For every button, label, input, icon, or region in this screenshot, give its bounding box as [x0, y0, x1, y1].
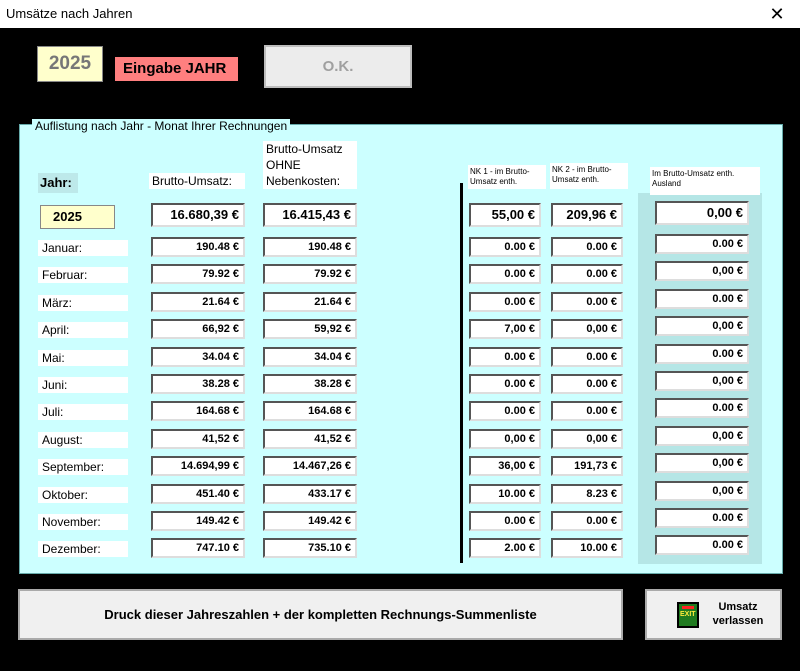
brutto-header: Brutto-Umsatz: [149, 173, 245, 189]
ausland-header-line2: Ausland [652, 179, 681, 188]
month-label: Dezember: [38, 541, 128, 557]
ohne-header-line1: Brutto-Umsatz [266, 142, 343, 156]
month-nk2-value: 8.23 € [551, 484, 623, 504]
month-brutto-value: 164.68 € [151, 401, 245, 421]
month-brutto-value: 14.694,99 € [151, 456, 245, 476]
month-label: September: [38, 459, 128, 475]
month-label: Februar: [38, 267, 128, 283]
month-brutto-value: 79.92 € [151, 264, 245, 284]
month-label: März: [38, 295, 128, 311]
exit-label-line2: verlassen [712, 615, 764, 627]
month-nk2-value: 0,00 € [551, 429, 623, 449]
nk1-header-line1: NK 1 - im Brutto- [470, 167, 530, 176]
month-ohne-value: 59,92 € [263, 319, 357, 339]
year-display: 2025 [40, 205, 115, 229]
close-icon[interactable]: ✕ [769, 4, 785, 24]
month-ausland-value: 0,00 € [655, 261, 749, 281]
month-ausland-value: 0,00 € [655, 453, 749, 473]
month-ohne-value: 38.28 € [263, 374, 357, 394]
month-ausland-value: 0,00 € [655, 481, 749, 501]
month-ausland-value: 0,00 € [655, 426, 749, 446]
exit-label [703, 600, 773, 628]
month-nk1-value: 10.00 € [469, 484, 541, 504]
ohne-header-line2: OHNE [266, 158, 301, 172]
month-ohne-value: 79.92 € [263, 264, 357, 284]
month-ohne-value: 34.04 € [263, 347, 357, 367]
total-ausland: 0,00 € [655, 201, 749, 225]
month-ausland-value: 0.00 € [655, 398, 749, 418]
month-brutto-value: 66,92 € [151, 319, 245, 339]
month-label: Juli: [38, 404, 128, 420]
exit-button[interactable] [645, 589, 782, 640]
month-ohne-value: 164.68 € [263, 401, 357, 421]
month-nk1-value: 0.00 € [469, 511, 541, 531]
month-brutto-value: 747.10 € [151, 538, 245, 558]
month-brutto-value: 21.64 € [151, 292, 245, 312]
month-brutto-value: 451.40 € [151, 484, 245, 504]
month-label: Juni: [38, 377, 128, 393]
month-nk1-value: 0.00 € [469, 237, 541, 257]
nk2-header [550, 163, 628, 189]
month-ausland-value: 0.00 € [655, 344, 749, 364]
month-ausland-value: 0.00 € [655, 508, 749, 528]
month-nk1-value: 0.00 € [469, 264, 541, 284]
ohne-header-line3: Nebenkosten: [266, 174, 341, 188]
month-nk2-value: 0.00 € [551, 237, 623, 257]
ohne-header [263, 141, 357, 189]
total-ohne: 16.415,43 € [263, 203, 357, 227]
month-nk2-value: 0.00 € [551, 264, 623, 284]
month-nk2-value: 0.00 € [551, 401, 623, 421]
month-ohne-value: 21.64 € [263, 292, 357, 312]
month-label: Januar: [38, 240, 128, 256]
month-brutto-value: 41,52 € [151, 429, 245, 449]
month-nk1-value: 36,00 € [469, 456, 541, 476]
exit-icon: EXIT [677, 602, 699, 628]
total-brutto: 16.680,39 € [151, 203, 245, 227]
nk1-header [468, 165, 546, 189]
month-label: August: [38, 432, 128, 448]
month-nk1-value: 0.00 € [469, 374, 541, 394]
month-nk1-value: 0.00 € [469, 347, 541, 367]
month-ohne-value: 433.17 € [263, 484, 357, 504]
year-input[interactable]: 2025 [37, 46, 103, 82]
print-button[interactable]: Druck dieser Jahreszahlen + der kompletten Rechnungs-Summenliste [18, 589, 623, 640]
month-nk2-value: 10.00 € [551, 538, 623, 558]
month-ohne-value: 190.48 € [263, 237, 357, 257]
month-brutto-value: 34.04 € [151, 347, 245, 367]
month-nk2-value: 0,00 € [551, 319, 623, 339]
nk2-header-line2: Umsatz enth. [552, 175, 600, 184]
exit-label-line1: Umsatz [718, 601, 758, 613]
month-ausland-value: 0.00 € [655, 535, 749, 555]
month-ohne-value: 735.10 € [263, 538, 357, 558]
month-ausland-value: 0,00 € [655, 316, 749, 336]
month-brutto-value: 38.28 € [151, 374, 245, 394]
month-nk1-value: 2.00 € [469, 538, 541, 558]
month-brutto-value: 149.42 € [151, 511, 245, 531]
ausland-header-line1: Im Brutto-Umsatz enth. [652, 169, 735, 178]
month-nk1-value: 0.00 € [469, 401, 541, 421]
month-nk2-value: 0.00 € [551, 374, 623, 394]
window-title: Umsätze nach Jahren [6, 6, 133, 21]
month-ausland-value: 0.00 € [655, 289, 749, 309]
month-label: Mai: [38, 350, 128, 366]
month-label: April: [38, 322, 128, 338]
month-ohne-value: 149.42 € [263, 511, 357, 531]
nk1-header-line2: Umsatz enth. [470, 177, 518, 186]
ausland-header [650, 167, 760, 195]
jahr-label: Jahr: [38, 173, 78, 193]
month-label: November: [38, 514, 128, 530]
month-brutto-value: 190.48 € [151, 237, 245, 257]
month-label: Oktober: [38, 487, 128, 503]
month-nk2-value: 0.00 € [551, 347, 623, 367]
month-nk2-value: 0.00 € [551, 511, 623, 531]
ok-button[interactable]: O.K. [264, 45, 412, 88]
total-nk1: 55,00 € [469, 203, 541, 227]
month-nk1-value: 7,00 € [469, 319, 541, 339]
column-divider [460, 183, 463, 563]
total-nk2: 209,96 € [551, 203, 623, 227]
month-nk2-value: 191,73 € [551, 456, 623, 476]
nk2-header-line1: NK 2 - im Brutto- [552, 165, 612, 174]
month-ausland-value: 0.00 € [655, 234, 749, 254]
title-bar [0, 0, 800, 28]
frame-legend: Auflistung nach Jahr - Monat Ihrer Rechnungen [32, 119, 290, 133]
month-nk1-value: 0,00 € [469, 429, 541, 449]
month-nk2-value: 0.00 € [551, 292, 623, 312]
eingabe-jahr-label: Eingabe JAHR [115, 57, 238, 81]
month-ausland-value: 0,00 € [655, 371, 749, 391]
month-nk1-value: 0.00 € [469, 292, 541, 312]
month-ohne-value: 41,52 € [263, 429, 357, 449]
month-ohne-value: 14.467,26 € [263, 456, 357, 476]
